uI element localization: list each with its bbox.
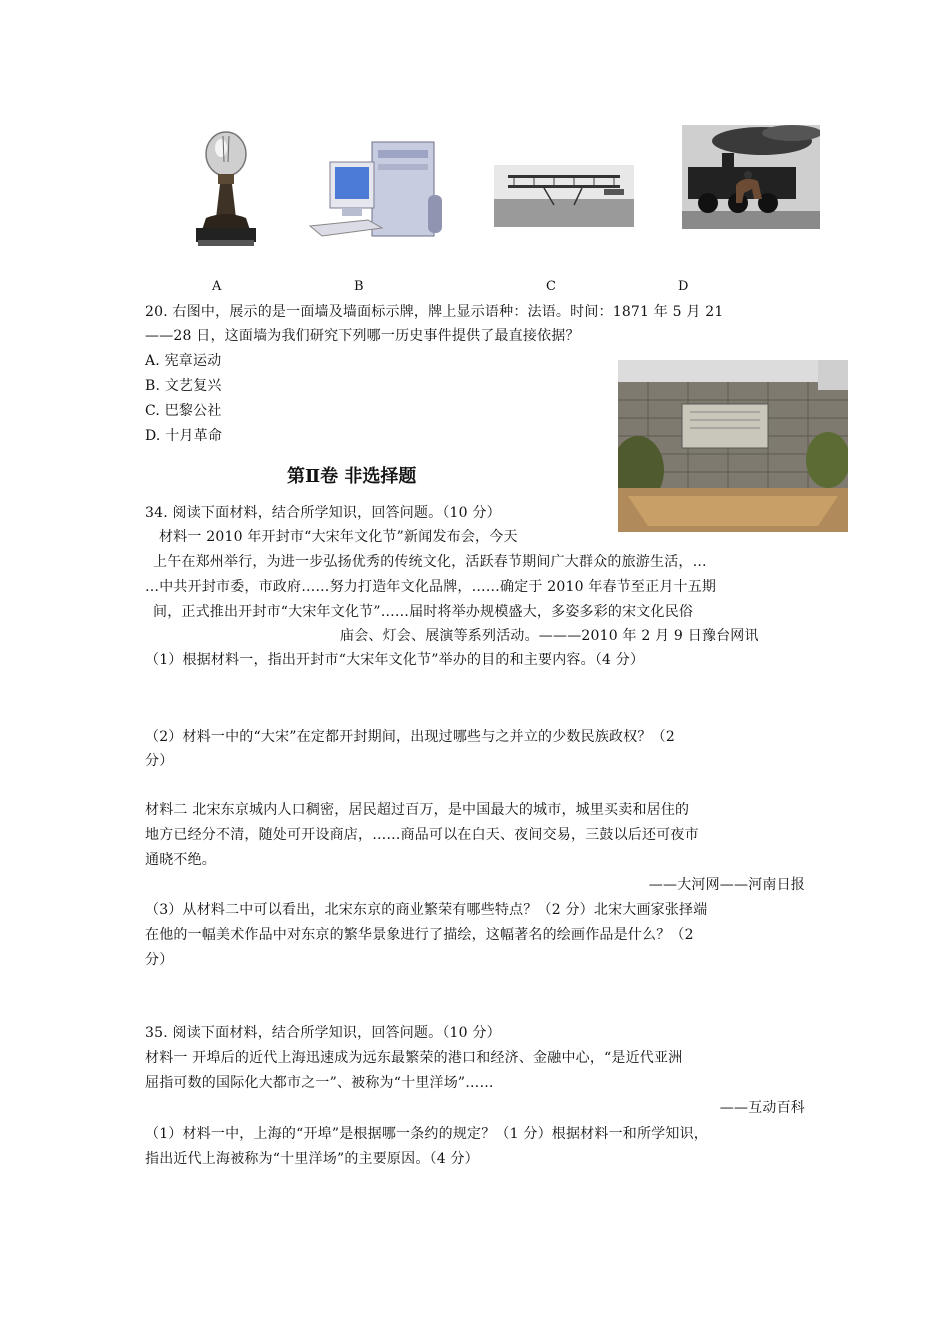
q34-sub3-line-2: 在他的一幅美术作品中对东京的繁华景象进行了描绘，这幅著名的绘画作品是什么？（2: [145, 927, 694, 943]
q20-option-d: D. 十月革命: [145, 428, 223, 444]
q34-material1-line-3: …中共开封市委，市政府……努力打造年文化品牌，……确定于 2010 年春节至正月十五期: [145, 579, 717, 595]
q34-material1-line-5: 庙会、灯会、展演等系列活动。———2010 年 2 月 9 日豫台网讯: [340, 628, 759, 644]
q20-option-b: B. 文艺复兴: [145, 378, 222, 394]
q34-sub3-line-3: 分）: [145, 952, 174, 968]
q34-material1-line-4: 间，正式推出开封市“大宋年文化节”……届时将举办规模盛大，多姿多彩的宋文化民俗: [153, 604, 694, 620]
q20-line-2: ——28 日，这面墙为我们研究下列哪一历史事件提供了最直接依据？: [145, 328, 580, 344]
image-computer: [306, 140, 446, 242]
image-label-d: D: [678, 279, 689, 294]
q35-sub1-line-2: 指出近代上海被称为“十里洋场”的主要原因。（4 分）: [145, 1151, 479, 1167]
q34-sub1: （1）根据材料一，指出开封市“大宋年文化节”举办的目的和主要内容。（4 分）: [145, 652, 645, 668]
q34-sub2-line-2: 分）: [145, 753, 174, 769]
q34-material2-source: ——大河网——河南日报: [648, 877, 805, 893]
wall-photo-icon: [618, 360, 848, 532]
q35-material1-line-1: 材料一 开埠后的近代上海迅速成为远东最繁荣的港口和经济、金融中心，“是近代亚洲: [145, 1050, 683, 1066]
section-title: 第Ⅱ卷 非选择题: [287, 466, 417, 487]
q34-sub3-line-1: （3）从材料二中可以看出，北宋东京的商业繁荣有哪些特点？（2 分）北宋大画家张择端: [145, 902, 708, 918]
q35-material1-line-2: 屈指可数的国际化大都市之一”、被称为“十里洋场”……: [145, 1075, 494, 1091]
q35-header: 35. 阅读下面材料，结合所学知识，回答问题。（10 分）: [145, 1025, 501, 1041]
q20-option-c: C. 巴黎公社: [145, 403, 222, 419]
light-bulb-icon: [190, 122, 262, 250]
image-label-a: A: [212, 279, 222, 294]
image-commune-wall: [618, 360, 848, 532]
q34-material2-line-2: 地方已经分不清，随处可开设商店，……商品可以在白天、夜间交易，三鼓以后还可夜市: [145, 827, 699, 843]
q35-material1-source: ——互动百科: [719, 1100, 805, 1116]
q34-sub2-line-1: （2）材料一中的“大宋”在定都开封期间，出现过哪些与之并立的少数民族政权？（2: [145, 729, 675, 745]
q20-option-a: A. 宪章运动: [145, 353, 222, 369]
q34-material2-line-3: 通晓不绝。: [145, 852, 216, 868]
image-label-c: C: [546, 279, 556, 294]
airplane-icon: [494, 165, 634, 227]
q34-material1-line-1: 材料一 2010 年开封市“大宋年文化节”新闻发布会，今天: [159, 529, 518, 545]
image-airplane: [494, 165, 634, 227]
steam-locomotive-icon: [682, 125, 820, 229]
image-light-bulb: [190, 122, 262, 250]
q35-sub1-line-1: （1）材料一中，上海的“开埠”是根据哪一条约的规定？（1 分）根据材料一和所学知识，: [145, 1126, 708, 1142]
q20-line-1: 20. 右图中，展示的是一面墙及墙面标示牌，牌上显示语种：法语。时间：1871 年 5 月 21: [145, 304, 724, 320]
computer-icon: [306, 140, 446, 242]
q34-header: 34. 阅读下面材料，结合所学知识，回答问题。（10 分）: [145, 505, 501, 521]
q34-material1-line-2: 上午在郑州举行，为进一步弘扬优秀的传统文化，活跃春节期间广大群众的旅游生活，…: [153, 554, 707, 570]
image-label-b: B: [354, 279, 364, 294]
image-locomotive: [682, 125, 820, 229]
q34-material2-line-1: 材料二 北宋东京城内人口稠密，居民超过百万，是中国最大的城市，城里买卖和居住的: [145, 802, 690, 818]
